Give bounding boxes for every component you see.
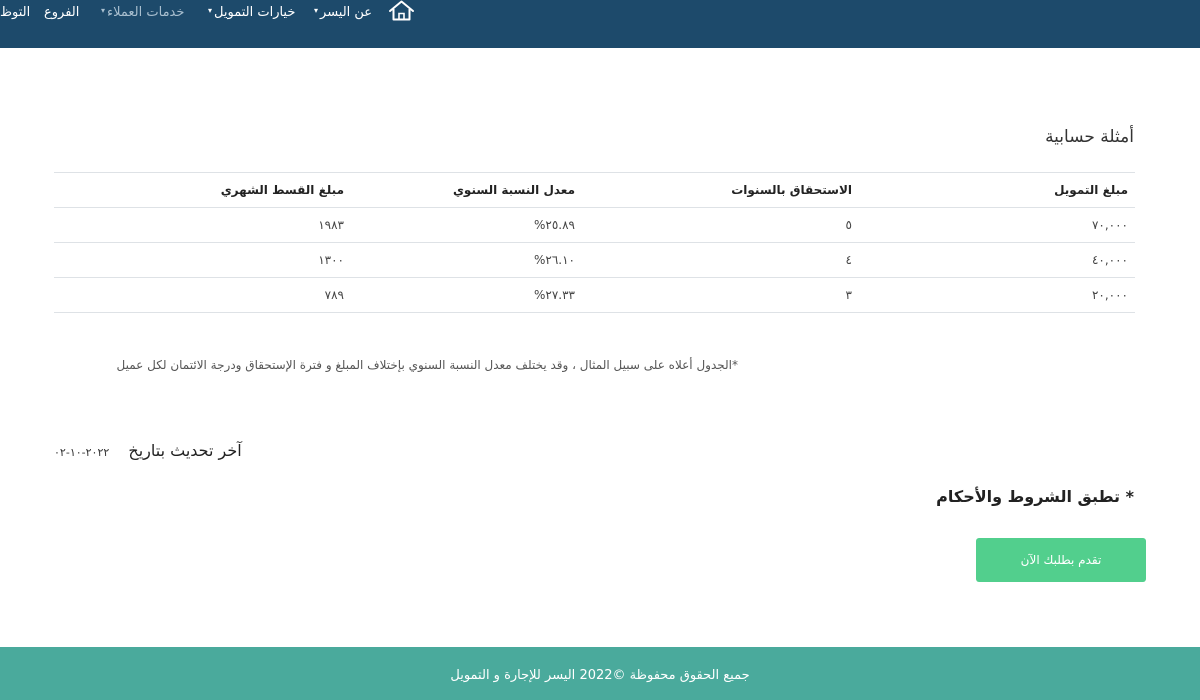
- cell-monthly-installment: ١٩٨٣: [54, 208, 344, 243]
- last-update: [54, 441, 242, 465]
- cell-maturity-years: ٥: [575, 208, 852, 243]
- nav-item-financing-options[interactable]: [208, 5, 295, 20]
- cell-maturity-years: ٣: [575, 278, 852, 313]
- top-navbar: [0, 0, 1200, 48]
- table-header-row: [54, 173, 1135, 208]
- cell-annual-rate: ٢٥.٨٩%: [344, 208, 575, 243]
- header-monthly-installment: مبلغ القسط الشهري: [54, 173, 344, 208]
- header-maturity-years: الاستحقاق بالسنوات: [575, 173, 852, 208]
- chevron-down-icon: ▾: [208, 6, 213, 15]
- nav-item-customer-services[interactable]: [101, 5, 184, 20]
- cell-annual-rate: ٢٧.٣٣%: [344, 278, 575, 313]
- table-row: [54, 278, 1135, 313]
- cell-monthly-installment: ١٣٠٠: [54, 243, 344, 278]
- cell-monthly-installment: ٧٨٩: [54, 278, 344, 313]
- cell-finance-amount: ٢٠,٠٠٠: [852, 278, 1135, 313]
- nav-item-about[interactable]: [314, 5, 372, 20]
- nav-label: خيارات التمويل: [214, 5, 296, 20]
- footer: [0, 647, 1200, 700]
- nav-label: التوظ: [0, 5, 31, 20]
- section-title: أمثلة حسابية: [1045, 127, 1134, 147]
- cell-maturity-years: ٤: [575, 243, 852, 278]
- home-icon[interactable]: [388, 0, 415, 21]
- copyright-text: جميع الحقوق محفوظة ©2022 اليسر للإجارة و التمويل: [450, 668, 750, 683]
- chevron-down-icon: ▾: [314, 6, 319, 15]
- terms-notice: * تطبق الشروط والأحكام: [936, 487, 1134, 506]
- header-annual-rate: معدل النسبة السنوي: [344, 173, 575, 208]
- cell-finance-amount: ٧٠,٠٠٠: [852, 208, 1135, 243]
- table-row: [54, 243, 1135, 278]
- nav-item-careers[interactable]: [0, 5, 30, 20]
- table-disclaimer-note: *الجدول أعلاه على سبيل المثال ، وقد يختلف معدل النسبة السنوي بإختلاف المبلغ و فترة الإستحقاق ودرجة الائتمان لكل عميل: [116, 358, 738, 372]
- last-update-date: ٢٠٢٢-١٠-٠٢: [54, 446, 110, 459]
- last-update-label: آخر تحديث بتاريخ: [128, 441, 242, 460]
- nav-label: عن اليسر: [320, 5, 373, 20]
- chevron-down-icon: ▾: [101, 6, 106, 15]
- cell-annual-rate: ٢٦.١٠%: [344, 243, 575, 278]
- apply-now-button[interactable]: تقدم بطلبك الآن: [976, 538, 1146, 582]
- header-finance-amount: مبلغ التمويل: [852, 173, 1135, 208]
- nav-label: الفروع: [44, 5, 80, 20]
- nav-item-branches[interactable]: [44, 5, 79, 20]
- cell-finance-amount: ٤٠,٠٠٠: [852, 243, 1135, 278]
- table-row: [54, 208, 1135, 243]
- calculation-examples-table: [54, 172, 1135, 313]
- nav-label: خدمات العملاء: [107, 5, 185, 20]
